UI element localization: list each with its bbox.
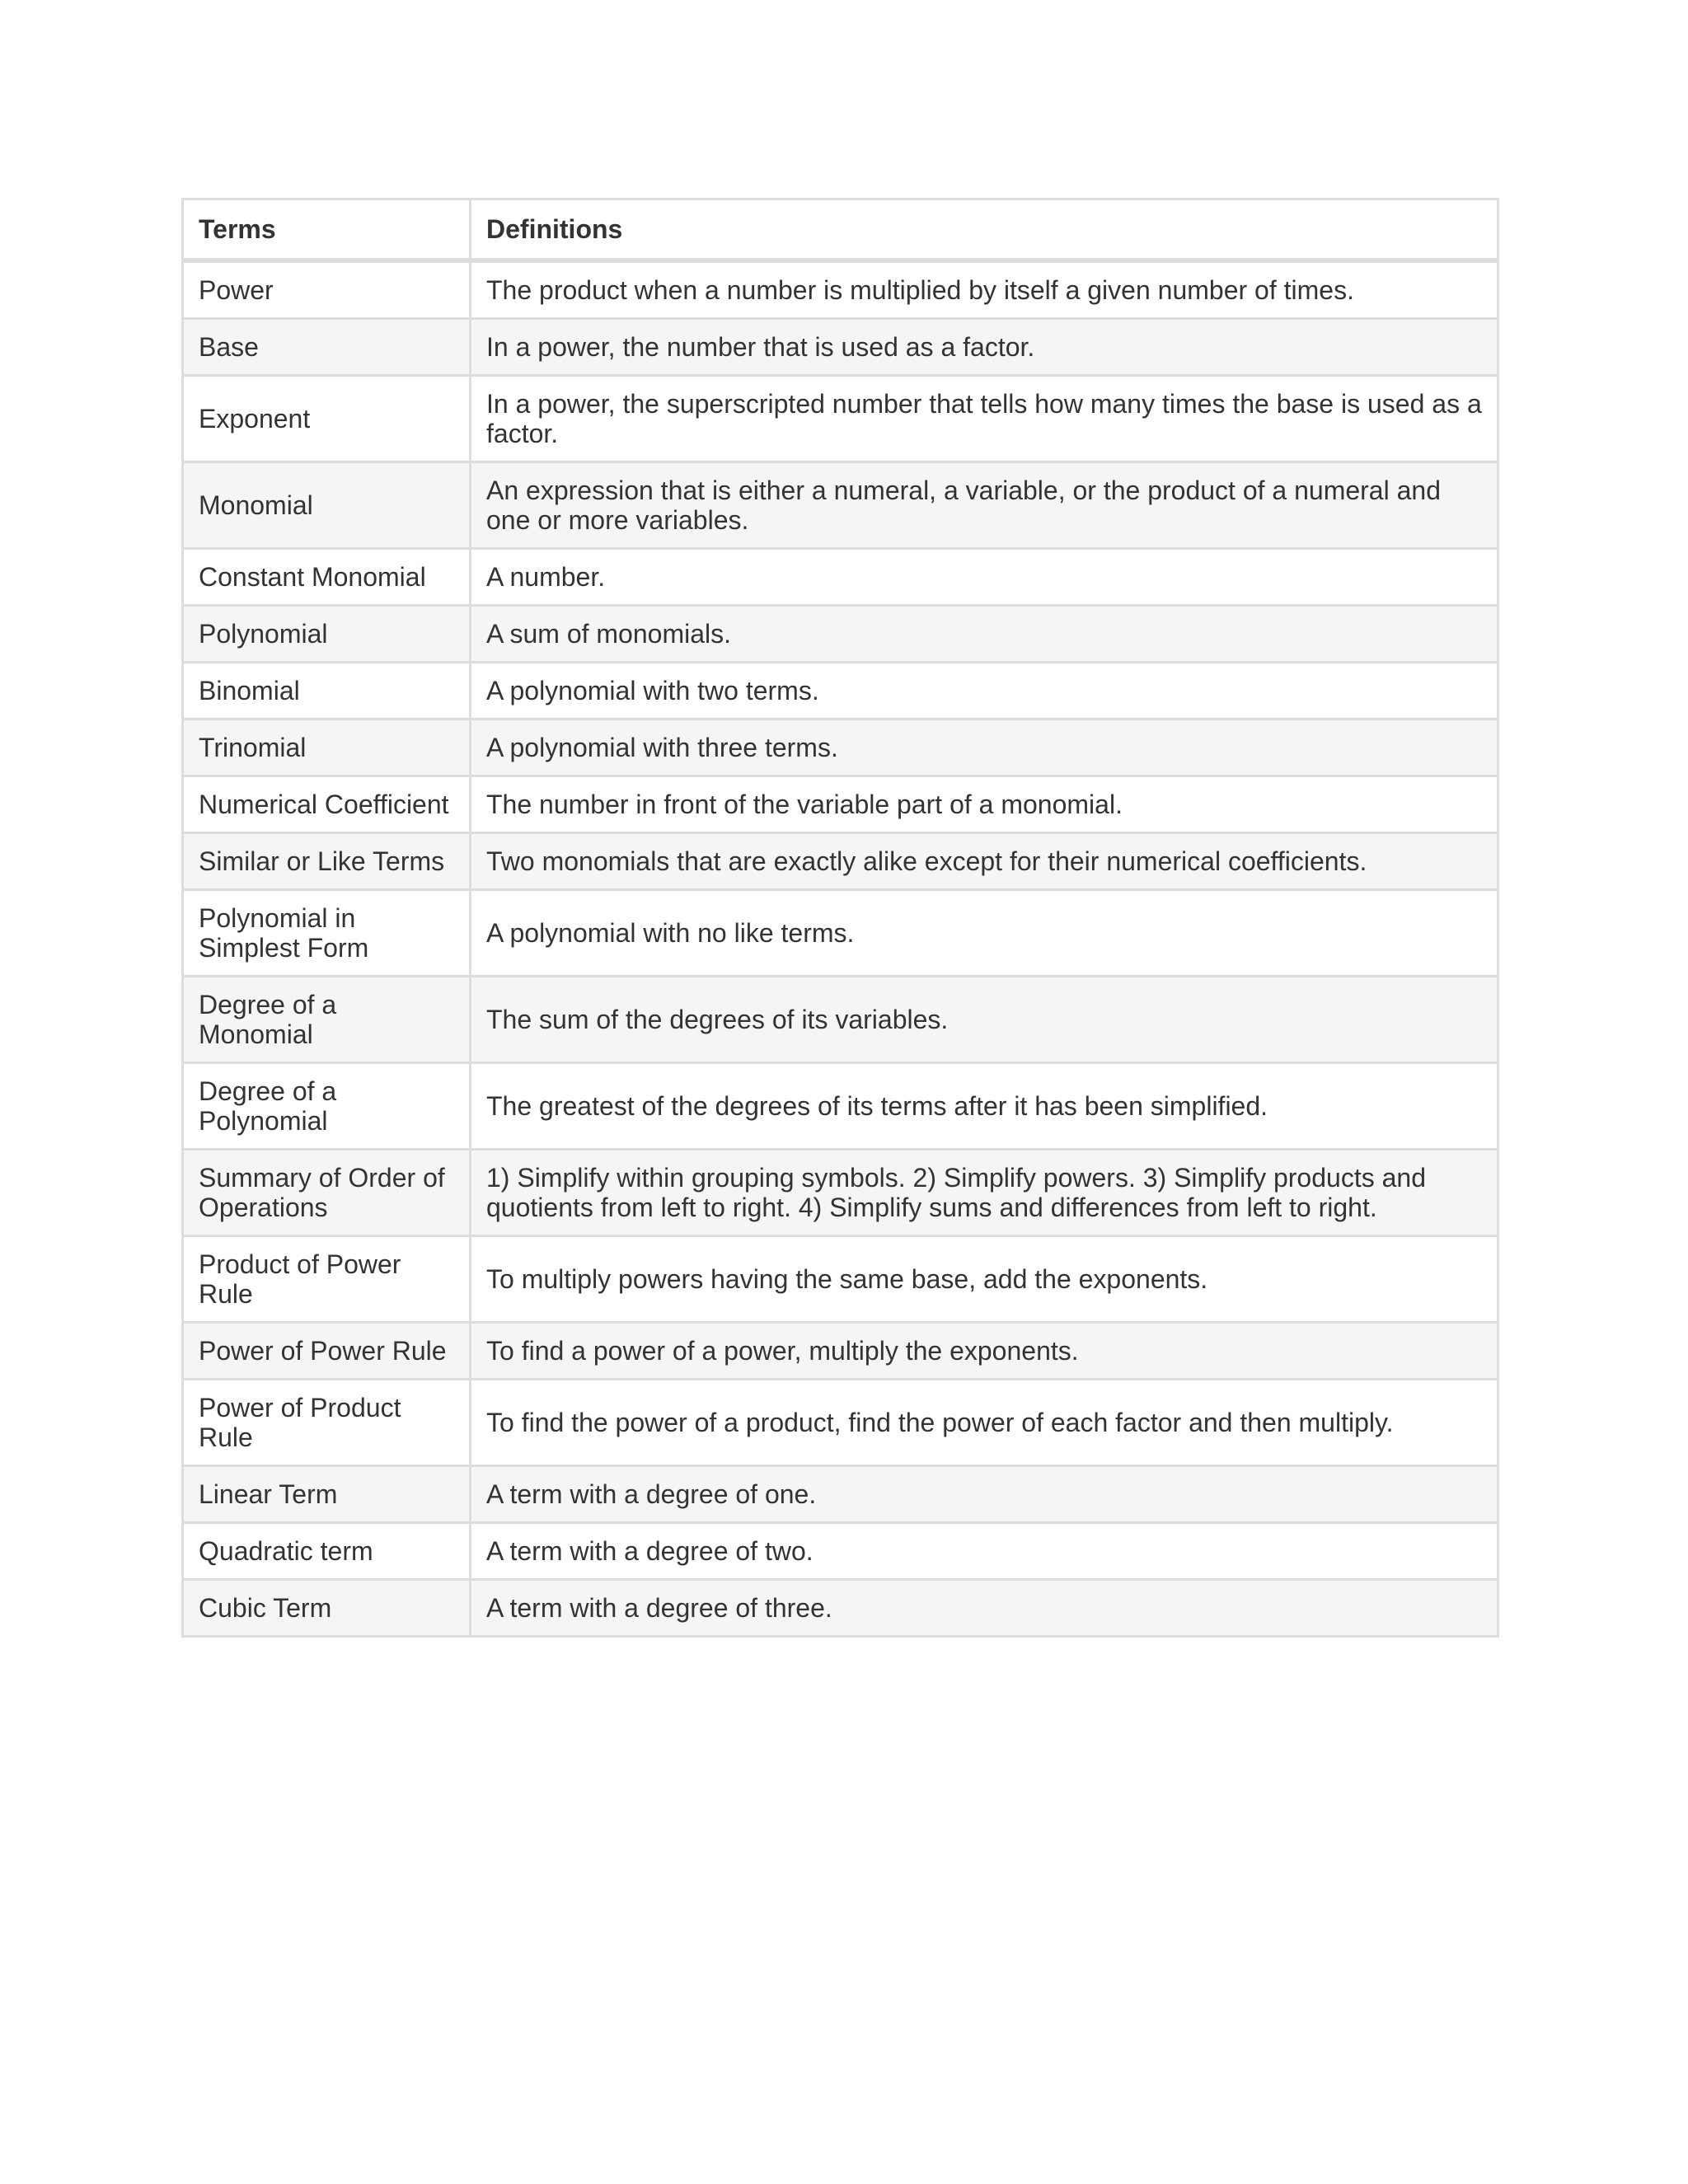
definition-cell: A term with a degree of two. bbox=[471, 1523, 1498, 1580]
definition-cell: In a power, the superscripted number that tells how many times the base is used as a factor. bbox=[471, 376, 1498, 462]
term-cell: Power of Product Rule bbox=[183, 1380, 471, 1466]
table-row bbox=[183, 1236, 1498, 1323]
term-cell: Linear Term bbox=[183, 1466, 471, 1523]
definition-cell: To find a power of a power, multiply the exponents. bbox=[471, 1323, 1498, 1380]
definition-cell: A term with a degree of one. bbox=[471, 1466, 1498, 1523]
table-row bbox=[183, 319, 1498, 376]
term-cell: Binomial bbox=[183, 663, 471, 719]
table-row bbox=[183, 833, 1498, 890]
term-cell: Degree of a Monomial bbox=[183, 977, 471, 1063]
term-cell: Constant Monomial bbox=[183, 549, 471, 606]
table-row bbox=[183, 663, 1498, 719]
definition-cell: In a power, the number that is used as a factor. bbox=[471, 319, 1498, 376]
table-row bbox=[183, 776, 1498, 833]
definition-cell: To find the power of a product, find the power of each factor and then multiply. bbox=[471, 1380, 1498, 1466]
term-cell: Numerical Coefficient bbox=[183, 776, 471, 833]
table-row bbox=[183, 1380, 1498, 1466]
table-header bbox=[183, 199, 1498, 261]
definition-cell: The product when a number is multiplied by itself a given number of times. bbox=[471, 260, 1498, 319]
table-row bbox=[183, 890, 1498, 977]
definition-cell: The sum of the degrees of its variables. bbox=[471, 977, 1498, 1063]
definition-cell: An expression that is either a numeral, a variable, or the product of a numeral and one or more variables. bbox=[471, 462, 1498, 549]
term-cell: Quadratic term bbox=[183, 1523, 471, 1580]
term-cell: Degree of a Polynomial bbox=[183, 1063, 471, 1150]
term-cell: Cubic Term bbox=[183, 1580, 471, 1637]
header-definitions: Definitions bbox=[471, 199, 1498, 261]
table-row bbox=[183, 719, 1498, 776]
table-row bbox=[183, 260, 1498, 319]
table-row bbox=[183, 1580, 1498, 1637]
term-cell: Power bbox=[183, 260, 471, 319]
term-cell: Base bbox=[183, 319, 471, 376]
term-cell: Summary of Order of Operations bbox=[183, 1150, 471, 1236]
term-cell: Polynomial in Simplest Form bbox=[183, 890, 471, 977]
definition-cell: A polynomial with no like terms. bbox=[471, 890, 1498, 977]
term-cell: Exponent bbox=[183, 376, 471, 462]
table-row bbox=[183, 376, 1498, 462]
table-row bbox=[183, 462, 1498, 549]
term-cell: Product of Power Rule bbox=[183, 1236, 471, 1323]
definition-cell: A term with a degree of three. bbox=[471, 1580, 1498, 1637]
definition-cell: A polynomial with two terms. bbox=[471, 663, 1498, 719]
definition-cell: A number. bbox=[471, 549, 1498, 606]
table-body bbox=[183, 260, 1498, 1637]
table-row bbox=[183, 606, 1498, 663]
definition-cell: The greatest of the degrees of its terms after it has been simplified. bbox=[471, 1063, 1498, 1150]
terms-definitions-table bbox=[181, 198, 1499, 1638]
table-row bbox=[183, 1523, 1498, 1580]
term-cell: Monomial bbox=[183, 462, 471, 549]
table-row bbox=[183, 977, 1498, 1063]
table-row bbox=[183, 1063, 1498, 1150]
table-row bbox=[183, 1150, 1498, 1236]
definition-cell: A polynomial with three terms. bbox=[471, 719, 1498, 776]
term-cell: Polynomial bbox=[183, 606, 471, 663]
term-cell: Power of Power Rule bbox=[183, 1323, 471, 1380]
definition-cell: To multiply powers having the same base, add the exponents. bbox=[471, 1236, 1498, 1323]
definition-cell: Two monomials that are exactly alike except for their numerical coefficients. bbox=[471, 833, 1498, 890]
table-row bbox=[183, 1323, 1498, 1380]
header-terms: Terms bbox=[183, 199, 471, 261]
header-row bbox=[183, 199, 1498, 261]
definition-cell: 1) Simplify within grouping symbols. 2) Simplify powers. 3) Simplify products and quotients from left to right. 4) Simplify sums and differences from left to right. bbox=[471, 1150, 1498, 1236]
definition-cell: A sum of monomials. bbox=[471, 606, 1498, 663]
term-cell: Similar or Like Terms bbox=[183, 833, 471, 890]
terms-definitions-table-wrapper bbox=[181, 198, 1497, 1638]
table-row bbox=[183, 1466, 1498, 1523]
table-row bbox=[183, 549, 1498, 606]
term-cell: Trinomial bbox=[183, 719, 471, 776]
definition-cell: The number in front of the variable part of a monomial. bbox=[471, 776, 1498, 833]
